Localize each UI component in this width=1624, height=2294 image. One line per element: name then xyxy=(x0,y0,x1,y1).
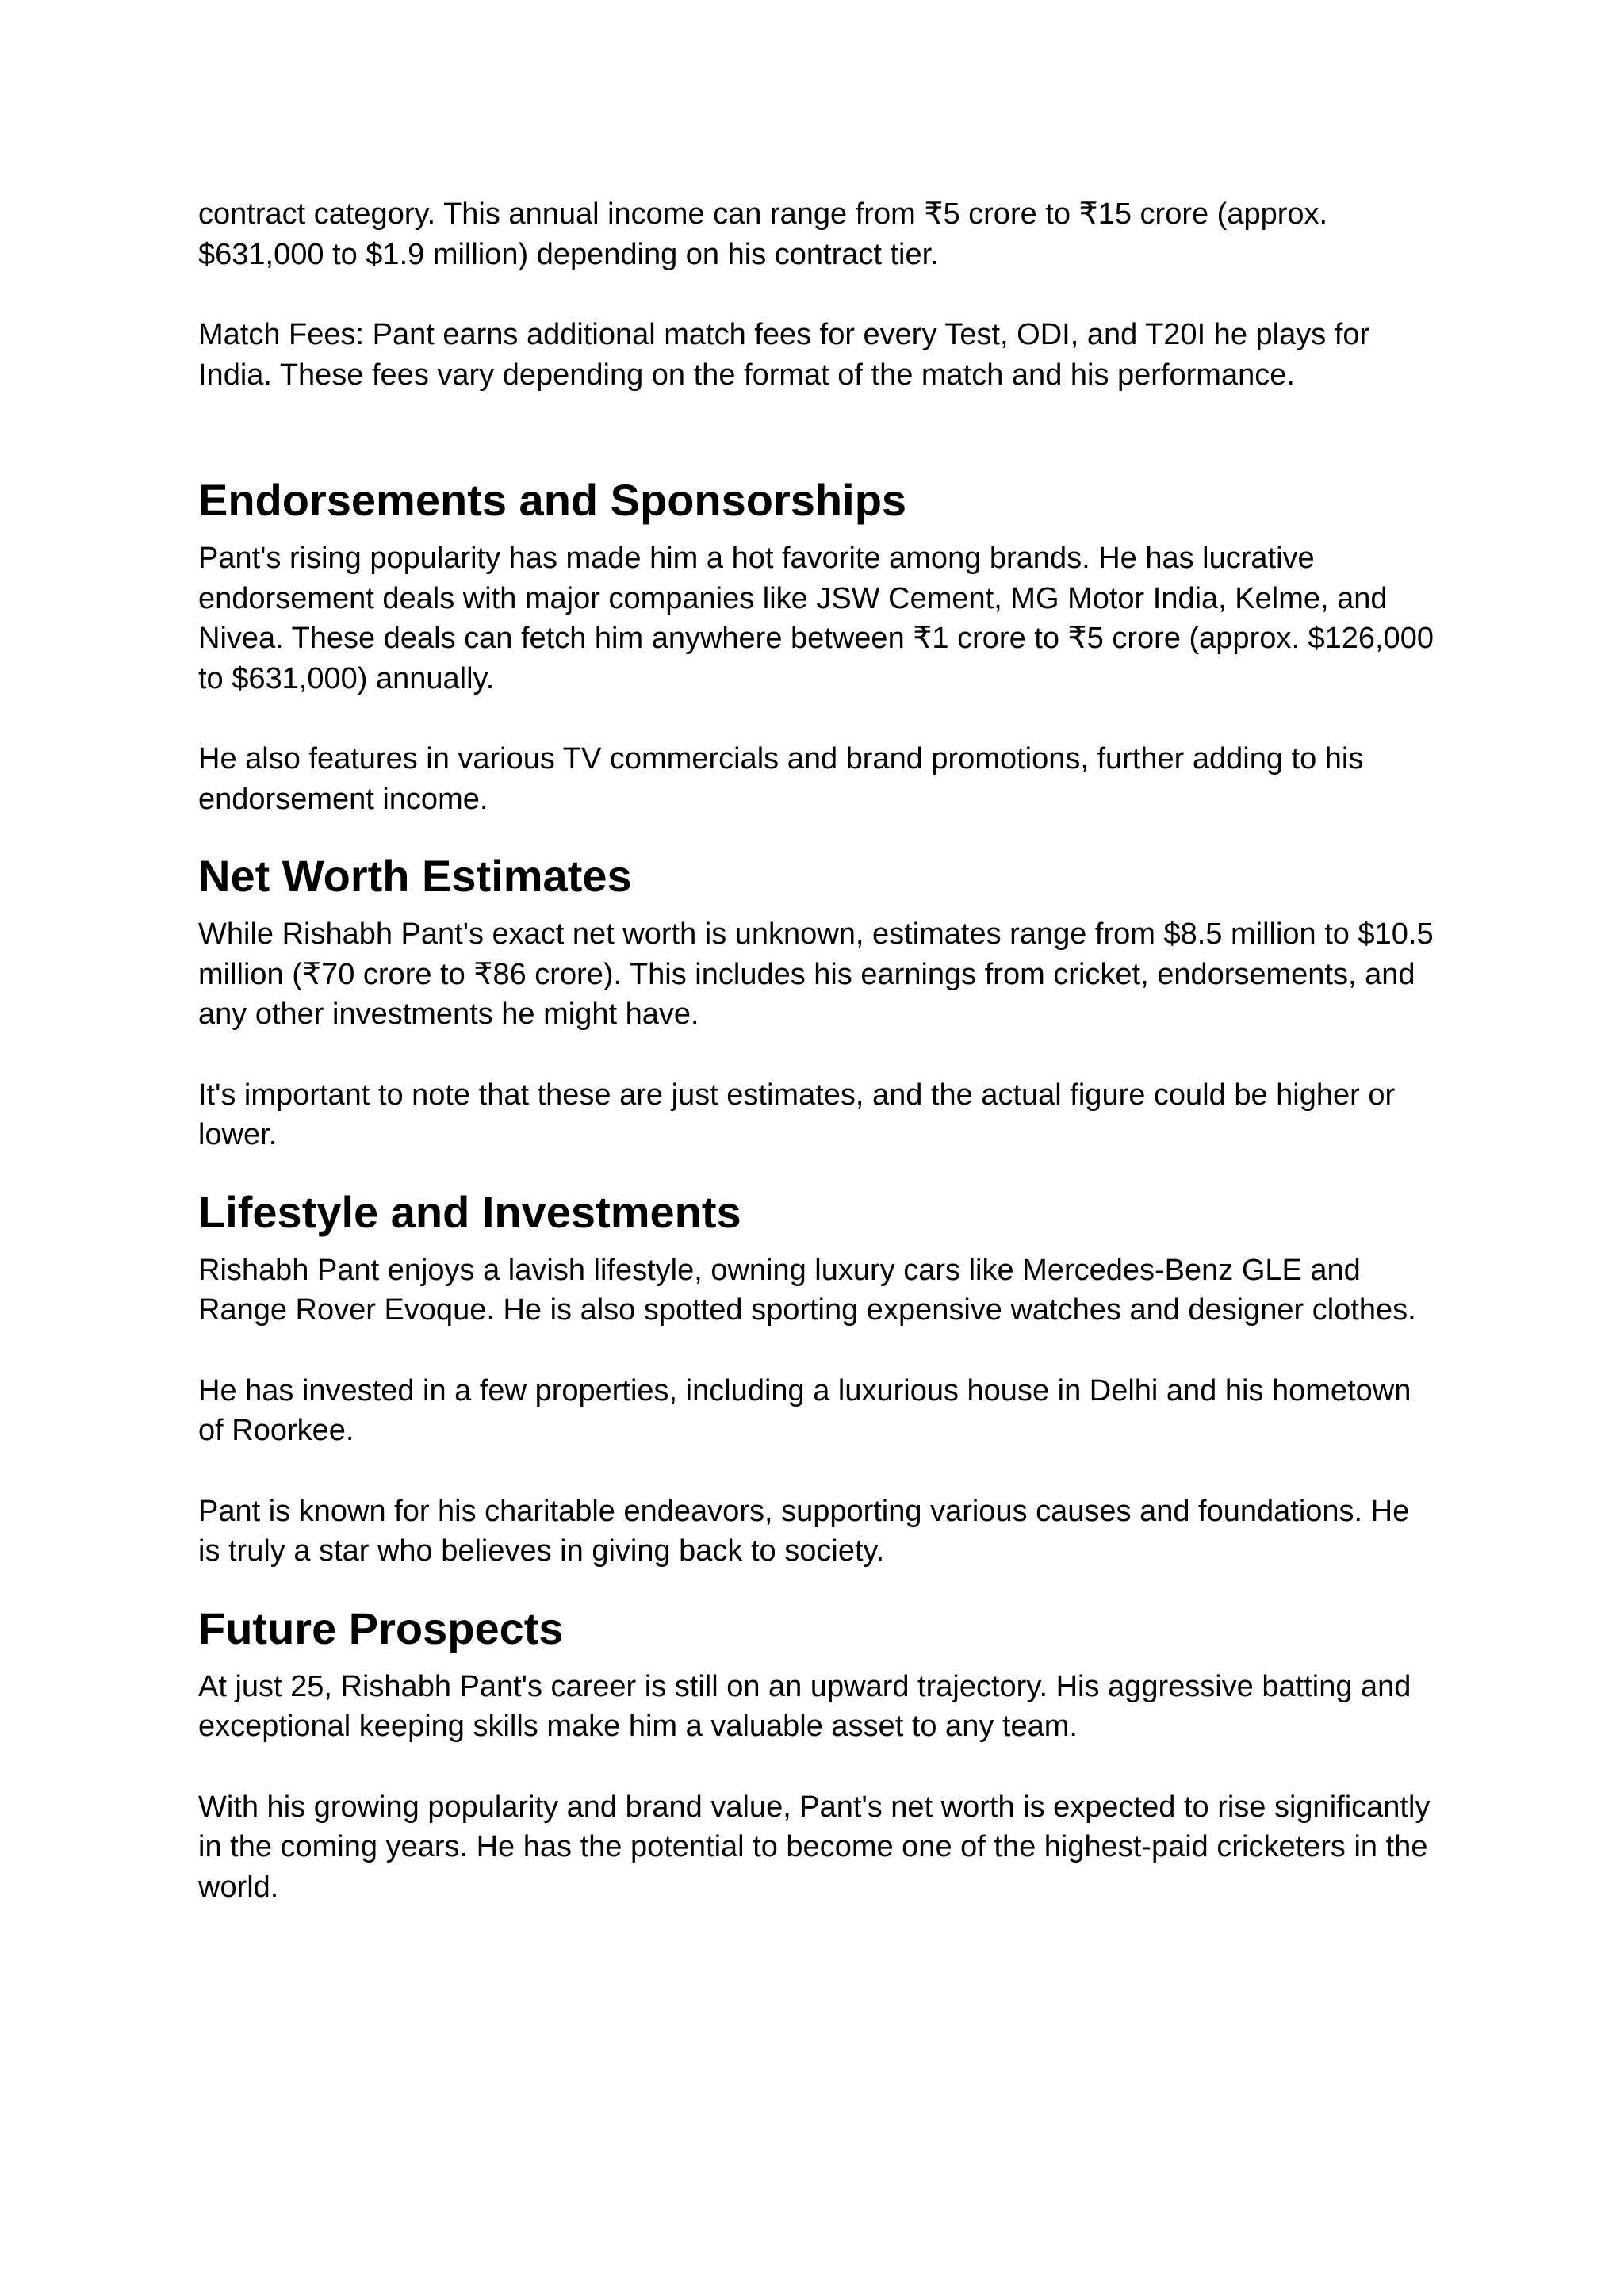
endorsements-paragraph-deals: Pant's rising popularity has made him a hot favorite among brands. He has lucrative endorsement deals with major companies like JSW Cement, MG Motor India, Kelme, and Nivea. These deals can fetch him anywhere between ₹1 crore to ₹5 crore (approx. $126,000 to $631,000) annually. xyxy=(198,542,1434,695)
heading-endorsements: Endorsements and Sponsorships xyxy=(198,475,907,525)
heading-net-worth: Net Worth Estimates xyxy=(198,851,632,901)
future-paragraph-career: At just 25, Rishabh Pant's career is still on an upward trajectory. His aggressive batting and exceptional keeping skills make him a valuable asset to any team. xyxy=(198,1669,1411,1743)
lifestyle-paragraph-properties: He has invested in a few properties, including a luxurious house in Delhi and his hometown of Roorkee. xyxy=(198,1373,1411,1447)
lifestyle-paragraph-charity: Pant is known for his charitable endeavors, supporting various causes and foundations. He is truly a star who believes in giving back to society. xyxy=(198,1494,1410,1568)
intro-paragraph-contract: contract category. This annual income can range from ₹5 crore to ₹15 crore (approx. $631,000 to $1.9 million) depending on his contract tier. xyxy=(198,197,1328,271)
intro-paragraph-match-fees: Match Fees: Pant earns additional match fees for every Test, ODI, and T20I he plays for India. These fees vary depending on the format of the match and his performance. xyxy=(198,318,1370,392)
future-paragraph-outlook: With his growing popularity and brand value, Pant's net worth is expected to rise significantly in the coming years. He has the potential to become one of the highest-paid cricketers in the world. xyxy=(198,1790,1431,1904)
net-worth-paragraph-note: It's important to note that these are just estimates, and the actual figure could be higher or lower. xyxy=(198,1078,1396,1151)
heading-future: Future Prospects xyxy=(198,1603,564,1653)
lifestyle-paragraph-cars: Rishabh Pant enjoys a lavish lifestyle, owning luxury cars like Mercedes-Benz GLE and Range Rover Evoque. He is also spotted sporting expensive watches and designer clothes. xyxy=(198,1253,1416,1327)
endorsements-paragraph-commercials: He also features in various TV commercials and brand promotions, further adding to his endorsement income. xyxy=(198,742,1364,816)
heading-lifestyle: Lifestyle and Investments xyxy=(198,1186,741,1237)
document-page xyxy=(198,194,1451,1907)
net-worth-paragraph-estimates: While Rishabh Pant's exact net worth is unknown, estimates range from $8.5 million to $10.5 million (₹70 crore to ₹86 crore). This includes his earnings from cricket, endorsements, and any other investments he might have. xyxy=(198,917,1434,1031)
